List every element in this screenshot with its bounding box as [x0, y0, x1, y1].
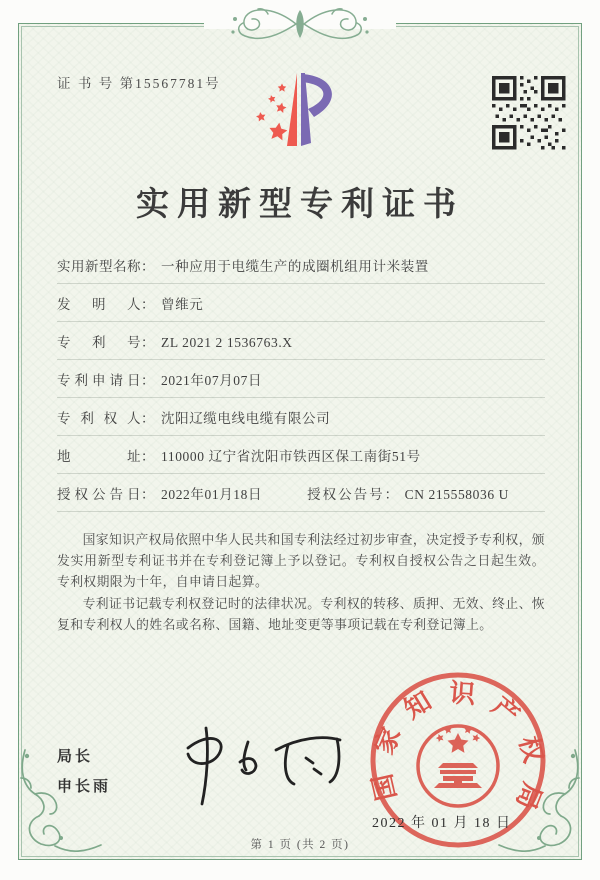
page-footer: 第 1 页 (共 2 页)	[250, 839, 350, 851]
field-label: 授权公告日	[57, 487, 141, 502]
field-label: 发明人	[57, 297, 141, 312]
cnipa-logo-icon	[238, 62, 362, 174]
field-row-filing-date	[57, 370, 545, 398]
bottom-left-flourish-icon	[15, 748, 105, 858]
seal-text: 国家知识产权局	[367, 678, 549, 816]
grant-date: 2022 年 01 月 18 日	[372, 816, 512, 831]
field-value: CN 215558036 U	[404, 487, 510, 502]
field-colon: ：	[384, 487, 399, 502]
field-colon: ：	[141, 259, 155, 274]
field-row-inventor	[57, 294, 545, 322]
field-value: 曾维元	[161, 297, 204, 312]
field-row-grant	[57, 484, 545, 512]
field-group-grant-no	[307, 487, 509, 502]
legal-text-section	[57, 530, 545, 636]
field-label: 授权公告号	[307, 487, 385, 502]
top-flourish-ornament-icon	[190, 2, 410, 46]
field-label: 实用新型名称	[57, 259, 141, 274]
field-label: 专利申请日	[57, 373, 141, 388]
legal-paragraph-1: 国家知识产权局依照中华人民共和国专利法经过初步审查，决定授予专利权，颁发实用新型专利证书并在专利登记簿上予以登记。专利权自授权公告之日起生效。专利权期限为十年，自申请日起算。	[57, 533, 545, 590]
certificate-title: 实用新型专利证书	[136, 187, 464, 223]
field-colon: ：	[141, 373, 155, 388]
legal-paragraph-2: 专利证书记载专利权登记时的法律状况。专利权的转移、质押、无效、终止、恢复和专利权人的姓名或名称、国籍、地址变更等事项记载在专利登记簿上。	[57, 596, 545, 632]
handwritten-signature-icon	[148, 720, 348, 810]
field-label: 专利号	[57, 335, 141, 350]
field-row-patentee	[57, 408, 545, 436]
field-colon: ：	[141, 335, 155, 350]
bottom-right-flourish-icon	[495, 748, 585, 858]
fields-section	[57, 256, 545, 522]
field-label: 专利权人	[57, 411, 141, 426]
certificate-number: 证 书 号 第15567781号	[57, 76, 221, 91]
national-emblem-icon	[418, 725, 498, 806]
field-row-patent-no	[57, 332, 545, 360]
field-label: 地址	[57, 449, 141, 464]
field-colon: ：	[141, 297, 155, 312]
field-value: ZL 2021 2 1536763.X	[161, 335, 293, 350]
field-value: 沈阳辽缆电线电缆有限公司	[161, 411, 331, 426]
field-row-name	[57, 256, 545, 284]
qr-code-icon	[492, 76, 566, 150]
field-colon: ：	[141, 449, 155, 464]
field-value: 110000 辽宁省沈阳市铁西区保工南街51号	[161, 449, 421, 464]
field-value: 2022年01月18日	[161, 487, 263, 502]
field-value: 一种应用于电缆生产的成圈机组用计米装置	[161, 259, 429, 274]
field-colon: ：	[141, 411, 155, 426]
field-value: 2021年07月07日	[161, 373, 263, 388]
signatory-title: 局长	[57, 748, 94, 765]
field-row-address	[57, 446, 545, 474]
field-colon: ：	[141, 487, 155, 502]
signatory-name: 申长雨	[57, 778, 112, 795]
